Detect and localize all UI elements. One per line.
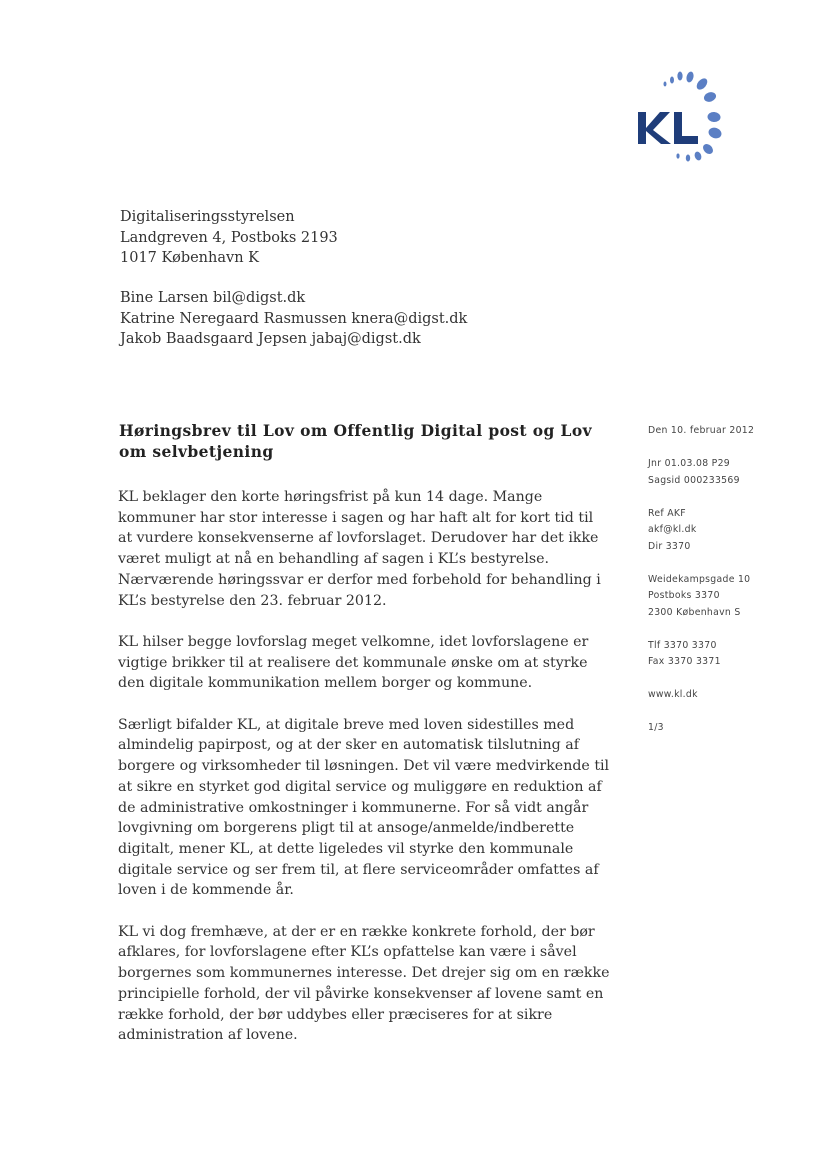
letter-title: Høringsbrev til Lov om Offentlig Digital post og Lov om selvbetjening — [119, 421, 593, 461]
fax: Fax 3370 3371 — [648, 656, 721, 667]
website: www.kl.dk — [648, 689, 698, 700]
journal-number: Jnr 01.03.08 P29 — [648, 458, 731, 469]
body-paragraph: Særligt bifalder KL, at digitale breve med loven sidestilles med almindelig papirpost, og at der sker en automatisk tilslutning af borgere og virksomheder til løsningen. Det vil være medvirkende til at sikre en styrket god digital service og muliggøre en reduktion af de administrative omkostninger i kommunerne. For så vidt angår lovgivning om borgerens pligt til at ansoge/anmelde/indberette digitalt, mener KL, at dette ligeledes vil styrke den kommunale digitale service og ser frem til, at flere serviceområder omfattes af loven i de kommende år. — [118, 716, 610, 899]
kl-logo — [630, 70, 742, 165]
reference: Ref AKF — [648, 507, 686, 519]
recipient-street: Landgreven 4, Postboks 2193 — [120, 229, 338, 246]
sender-city: 2300 København S — [648, 606, 741, 618]
sender-street: Weidekampsgade 10 — [648, 573, 751, 585]
body-paragraph: KL beklager den korte høringsfrist på kun 14 dage. Mange kommuner har stor interesse i sagen og har haft alt for kort tid til at vurdere konsekvenserne af lovforslaget. Derudover har det ikke været muligt at nå en behandling af sagen i KL’s bestyrelse. Nærværende høringssvar er derfor med forbehold for behandling i KL’s bestyrelse den 23. februar 2012. — [118, 489, 601, 609]
body-paragraph: KL hilser begge lovforslag meget velkomne, idet lovforslagene er vigtige brikker til at realisere det kommunale ønske om at styrke den digitale kommunikation mellem borger og kommune. — [118, 633, 589, 692]
recipient-address — [120, 207, 338, 269]
case-id: Sagsid 000233569 — [648, 474, 740, 486]
sender-email: akf@kl.dk — [648, 524, 697, 535]
direct-phone: Dir 3370 — [648, 540, 691, 552]
contact-person: Katrine Neregaard Rasmussen knera@digst.dk — [120, 310, 468, 327]
recipient-name: Digitaliseringsstyrelsen — [120, 209, 295, 225]
contact-person: Bine Larsen bil@digst.dk — [120, 290, 306, 306]
body-paragraph: KL vi dog fremhæve, at der er en række konkrete forhold, der bør afklares, for lovforslagene efter KL’s opfattelse kan være i såvel borgernes som kommunernes interesse. Det drejer sig om en række principielle forhold, der vil påvirke konsekvenser af lovene samt en række forhold, der bør uddybes eller præciseres for at sikre administration af lovene. — [118, 923, 610, 1044]
page-number: 1/3 — [648, 722, 664, 733]
contact-list — [120, 288, 467, 350]
sender-postbox: Postboks 3370 — [648, 590, 720, 601]
letter-body — [118, 487, 610, 1067]
sender-sidebar — [648, 423, 818, 737]
recipient-city: 1017 København K — [120, 250, 259, 266]
kl-logo-graphic — [630, 70, 742, 165]
contact-person: Jakob Baadsgaard Jepsen jabaj@digst.dk — [120, 331, 421, 347]
phone: Tlf 3370 3370 — [648, 639, 717, 651]
letter-date: Den 10. februar 2012 — [648, 425, 755, 436]
